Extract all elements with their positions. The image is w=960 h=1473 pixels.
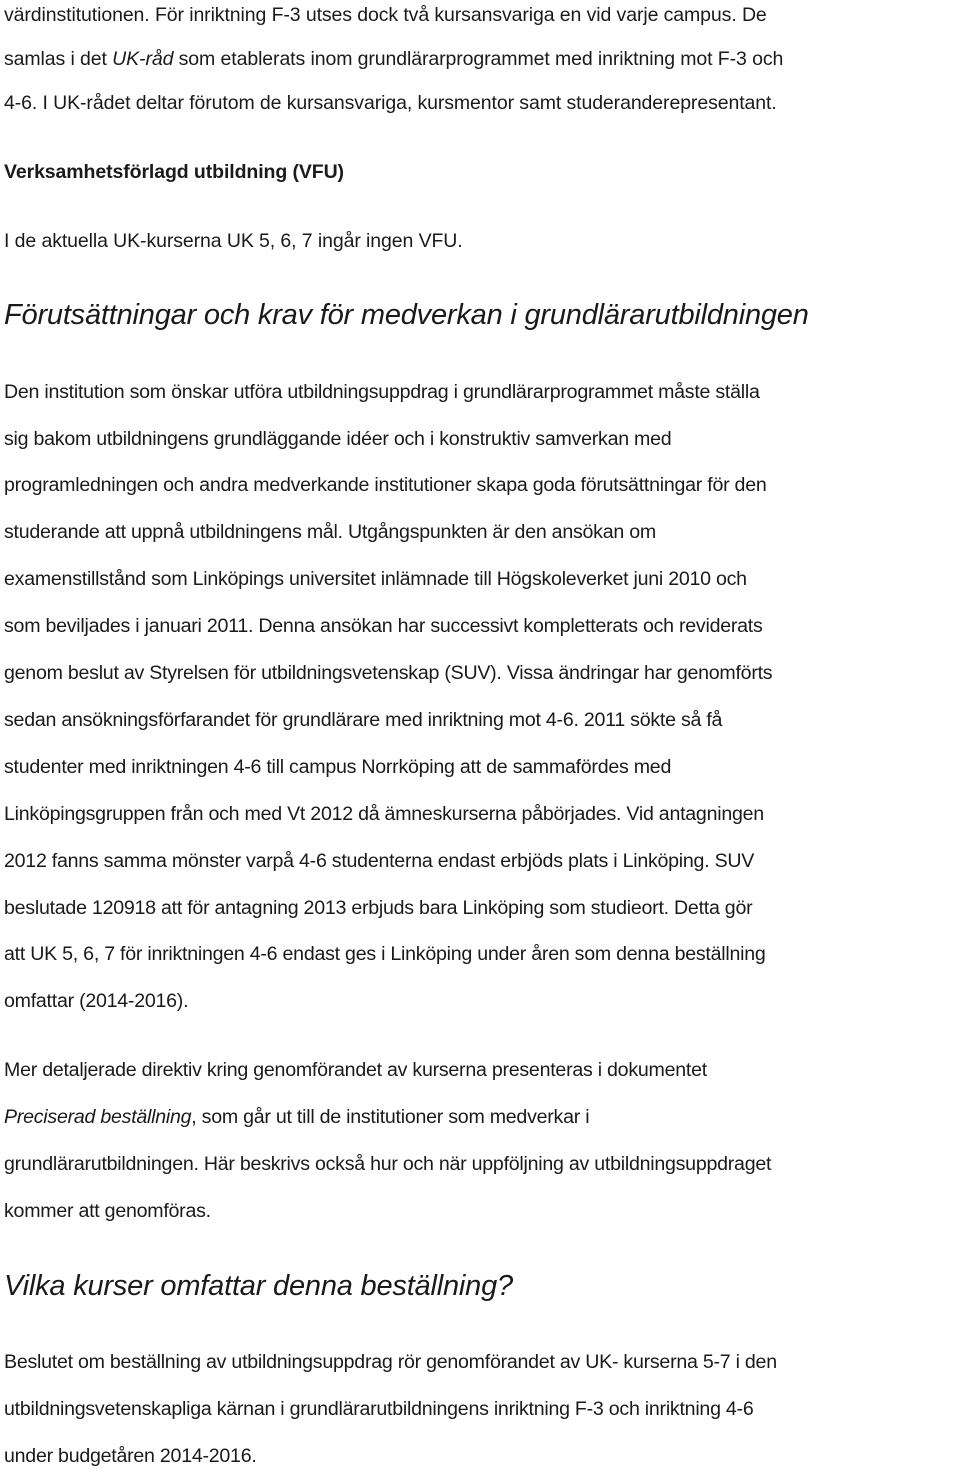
paragraph-line: som beviljades i januari 2011. Denna ansökan har successivt kompletterats och reviderats xyxy=(4,615,763,637)
paragraph-line: genom beslut av Styrelsen för utbildningsvetenskap (SUV). Vissa ändringar har genomförts xyxy=(4,662,773,684)
text-run: , som går ut till de institutioner som medverkar i xyxy=(191,1106,590,1128)
italic-document-title: Preciserad beställning xyxy=(4,1106,192,1128)
paragraph-line: att UK 5, 6, 7 för inriktningen 4-6 endast ges i Linköping under åren som denna beställning xyxy=(4,943,766,965)
paragraph-line: sedan ansökningsförfarandet för grundlärare med inriktning mot 4-6. 2011 sökte så få xyxy=(4,709,723,731)
paragraph-line: studenter med inriktningen 4-6 till campus Norrköping att de sammafördes med xyxy=(4,756,672,778)
paragraph-line xyxy=(4,47,783,71)
section-heading-forutsattningar: Förutsättningar och krav för medverkan i grundlärarutbildningen xyxy=(4,299,809,331)
paragraph-line: examenstillstånd som Linköpings universitet inlämnade till Högskoleverket juni 2010 och xyxy=(4,568,747,590)
section-heading-vfu: Verksamhetsförlagd utbildning (VFU) xyxy=(4,161,344,183)
paragraph-line: värdinstitutionen. För inriktning F-3 utses dock två kursansvariga en vid varje campus. De xyxy=(4,4,767,26)
paragraph-line: utbildningsvetenskapliga kärnan i grundlärarutbildningens inriktning F-3 och inriktning 4-6 xyxy=(4,1398,754,1420)
paragraph-line xyxy=(4,1105,589,1129)
paragraph-line: 2012 fanns samma mönster varpå 4-6 studenterna endast erbjöds plats i Linköping. SUV xyxy=(4,850,755,872)
paragraph-line: under budgetåren 2014-2016. xyxy=(4,1445,257,1467)
paragraph-line: Beslutet om beställning av utbildningsuppdrag rör genomförandet av UK- kurserna 5-7 i den xyxy=(4,1351,777,1373)
paragraph-line: programledningen och andra medverkande institutioner skapa goda förutsättningar för den xyxy=(4,474,767,496)
text-run: som etablerats inom grundlärarprogrammet med inriktning mot F-3 och xyxy=(173,48,784,70)
vfu-text: I de aktuella UK-kurserna UK 5, 6, 7 ingår ingen VFU. xyxy=(4,230,463,252)
paragraph-line: studerande att uppnå utbildningens mål. Utgångspunkten är den ansökan om xyxy=(4,521,656,543)
paragraph-line: Den institution som önskar utföra utbildningsuppdrag i grundlärarprogrammet måste ställa xyxy=(4,381,760,403)
paragraph-line: omfattar (2014-2016). xyxy=(4,990,189,1012)
italic-term: UK-råd xyxy=(112,48,174,70)
paragraph-line: grundlärarutbildningen. Här beskrivs också hur och när uppföljning av utbildningsuppdraget xyxy=(4,1153,772,1175)
section-heading-kurser: Vilka kurser omfattar denna beställning? xyxy=(4,1270,513,1302)
paragraph-line: kommer att genomföras. xyxy=(4,1200,211,1222)
paragraph-line: beslutade 120918 att för antagning 2013 erbjuds bara Linköping som studieort. Detta gör xyxy=(4,897,753,919)
text-run: samlas i det xyxy=(4,48,113,70)
paragraph-line: 4-6. I UK-rådet deltar förutom de kursansvariga, kursmentor samt studeranderepresentant. xyxy=(4,92,777,114)
paragraph-line: sig bakom utbildningens grundläggande idéer och i konstruktiv samverkan med xyxy=(4,428,672,450)
paragraph-line: Mer detaljerade direktiv kring genomförandet av kurserna presenteras i dokumentet xyxy=(4,1059,707,1081)
paragraph-line: Linköpingsgruppen från och med Vt 2012 då ämneskurserna påbörjades. Vid antagningen xyxy=(4,803,764,825)
